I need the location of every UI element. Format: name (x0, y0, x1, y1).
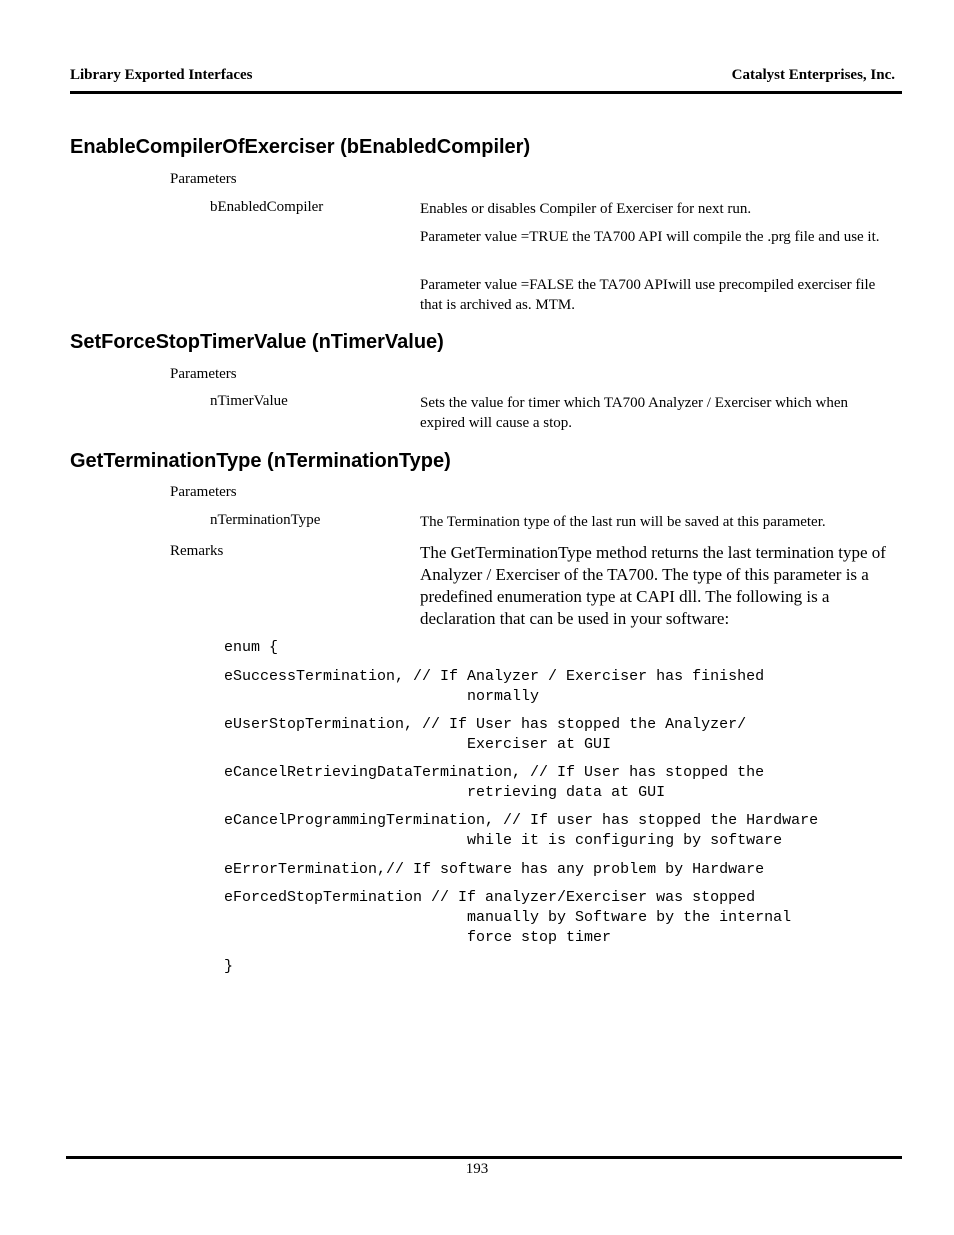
section-title-set-force-stop: SetForceStopTimerValue (nTimerValue) (70, 331, 444, 353)
header-right-company: Catalyst Enterprises, Inc. (731, 67, 895, 83)
param-desc: Parameter value =FALSE the TA700 APIwill use precompiled exerciser file that is archived as. MTM. (420, 277, 876, 313)
page-number: 193 (465, 1161, 489, 1177)
parameters-label: Parameters (170, 171, 237, 187)
param-desc: Sets the value for timer which TA700 Analyzer / Exerciser which when expired will cause a stop. (420, 395, 848, 431)
code-enum-entry: eUserStopTermination, // If User has stopped the Analyzer/ Exerciser at GUI (224, 716, 747, 753)
parameters-label: Parameters (170, 484, 237, 500)
section-title-enable-compiler: EnableCompilerOfExerciser (bEnabledCompiler) (70, 136, 531, 158)
code-enum-entry: eCancelProgrammingTermination, // If user has stopped the Hardware while it is configuring by software (224, 812, 819, 849)
param-name: nTimerValue (210, 393, 288, 409)
parameters-label: Parameters (170, 366, 237, 382)
footer-rule (66, 1156, 902, 1159)
code-enum-entry: eCancelRetrievingDataTermination, // If User has stopped the retrieving data at GUI (224, 764, 765, 801)
param-desc: Enables or disables Compiler of Exerciser for next run. (420, 201, 752, 217)
code-enum-close: } (224, 958, 234, 975)
remarks-text: The GetTerminationType method returns the last termination type of Analyzer / Exerciser of the TA700. The type of this parameter is a predefined enumeration type at CAPI dll. The following is a declaration that can be used in your software: (420, 543, 886, 628)
param-desc: Parameter value =TRUE the TA700 API will compile the .prg file and use it. (420, 229, 880, 245)
code-enum-open: enum { (224, 639, 279, 656)
param-name: nTerminationType (210, 512, 321, 528)
remarks-label: Remarks (170, 543, 224, 559)
code-enum-entry: eSuccessTermination, // If Analyzer / Exerciser has finished normally (224, 668, 765, 705)
code-enum-entry: eForcedStopTermination // If analyzer/Exerciser was stopped manually by Software by the internal force stop timer (224, 889, 792, 946)
param-desc: The Termination type of the last run will be saved at this parameter. (420, 514, 826, 530)
header-left-title: Library Exported Interfaces (70, 67, 253, 83)
section-title-get-termination-type: GetTerminationType (nTerminationType) (70, 450, 451, 472)
param-name: bEnabledCompiler (210, 199, 324, 215)
header-rule (70, 91, 902, 94)
code-enum-entry: eErrorTermination,// If software has any problem by Hardware (224, 861, 765, 878)
